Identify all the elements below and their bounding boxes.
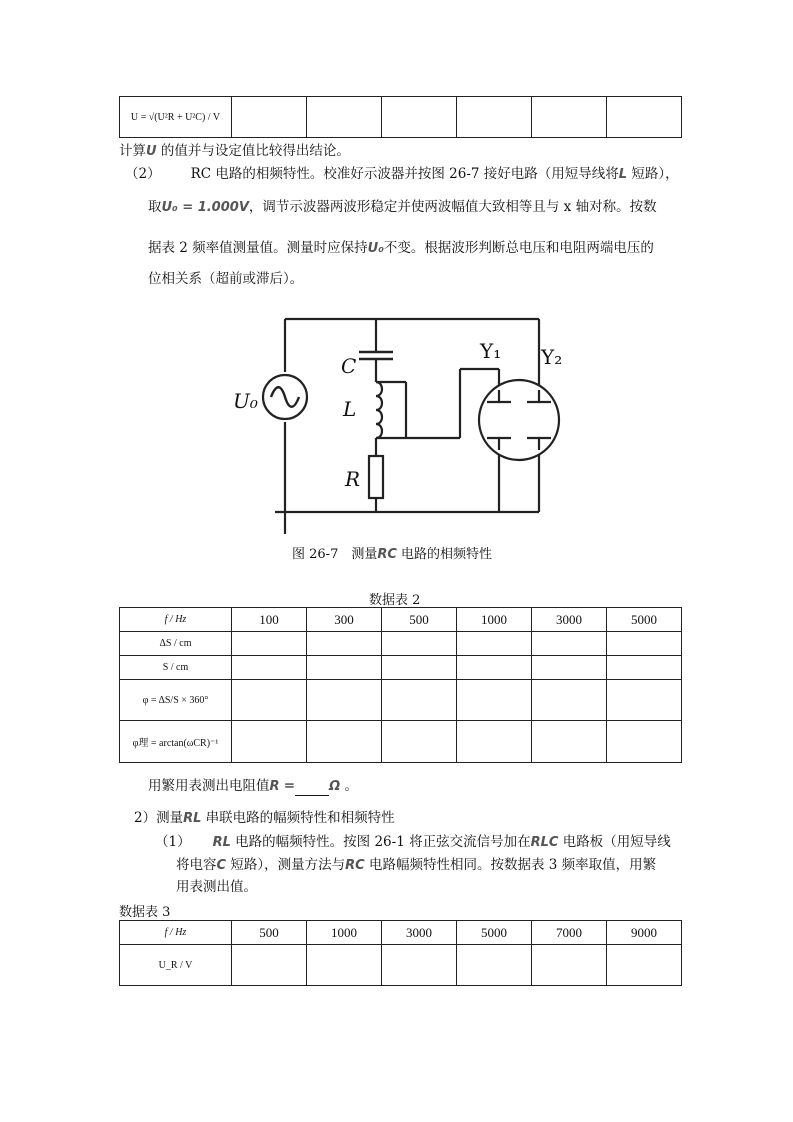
- inductor-label: L: [343, 397, 357, 421]
- oscilloscope-tube-icon: [479, 380, 559, 460]
- item-2-line-4: 位相关系（超前或滞后）。: [148, 271, 304, 287]
- table-cell: [382, 97, 457, 138]
- row-label: φ理 = arctan(ωCR)⁻¹: [120, 721, 232, 763]
- table-row: [120, 632, 682, 656]
- data-table-2: [119, 607, 682, 763]
- row-label: S / cm: [120, 656, 232, 680]
- row-label: ΔS / cm: [120, 632, 232, 656]
- table-cell: [232, 97, 307, 138]
- table-row: [120, 656, 682, 680]
- table-row: [120, 721, 682, 763]
- table-top-label: U = √(U²R + U²C) / V: [120, 97, 232, 138]
- freq-cell: 5000: [457, 921, 532, 945]
- table-cell: [532, 97, 607, 138]
- capacitor-icon: [359, 352, 393, 359]
- resistance-line: 用繁用表测出电阻值R = Ω 。: [148, 778, 358, 794]
- freq-cell: 9000: [607, 921, 682, 945]
- capacitor-label: C: [341, 354, 357, 378]
- freq-cell: 7000: [532, 921, 607, 945]
- table-row: [120, 945, 682, 986]
- table-row: [120, 680, 682, 721]
- row-label: φ = ΔS/S × 360°: [120, 680, 232, 721]
- freq-cell: 3000: [382, 921, 457, 945]
- table-2-title: 数据表 2: [369, 593, 421, 608]
- figure-caption: 图 26-7 测量RC 电路的相频特性: [292, 547, 493, 562]
- freq-cell: 500: [232, 921, 307, 945]
- row-label: U_R / V: [120, 945, 232, 986]
- freq-cell: 1000: [457, 608, 532, 632]
- circuit-diagram: [225, 312, 575, 540]
- y2-label: Y₂: [541, 345, 563, 369]
- freq-cell: 5000: [607, 608, 682, 632]
- symbol-u0-value: U₀ = 1.000V: [161, 200, 249, 215]
- table-2-header-label: f / Hz: [120, 608, 232, 632]
- inductor-icon: [376, 382, 382, 438]
- freq-cell: 3000: [532, 608, 607, 632]
- section-2-item-1-line-3: 用表测出值。: [176, 879, 257, 895]
- table-3-header-label: f / Hz: [120, 921, 232, 945]
- section-2-item-1-line-1: （1） RL 电路的幅频特性。按图 26-1 将正弦交流信号加在RLC 电路板（用短导线: [155, 834, 671, 850]
- section-2-heading: 2）测量RL 串联电路的幅频特性和相频特性: [134, 810, 395, 826]
- table-3-title: 数据表 3: [119, 905, 171, 920]
- symbol-u: U: [146, 144, 157, 159]
- freq-cell: 500: [382, 608, 457, 632]
- item-2-line-1: （2） RC 电路的相频特性。校准好示波器并按图 26-7 接好电路（用短导线将L 短路），: [125, 166, 679, 182]
- freq-cell: 1000: [307, 921, 382, 945]
- item-2-line-3: 据表 2 频率值测量值。测量时应保持U₀不变。根据波形判断总电压和电阻两端电压的: [148, 240, 654, 256]
- freq-cell: 300: [307, 608, 382, 632]
- table-cell: [457, 97, 532, 138]
- text-line-1: 计算U 的值并与设定值比较得出结论。: [119, 143, 350, 159]
- freq-cell: 100: [232, 608, 307, 632]
- resistance-blank: [295, 783, 329, 796]
- y1-label: Y₁: [480, 339, 502, 363]
- source-label: U₀: [233, 389, 258, 413]
- table-top: [119, 96, 682, 138]
- item-2-line-2: 取U₀ = 1.000V，调节示波器两波形稳定并使两波幅值大致相等且与 x 轴对称。按数: [148, 199, 657, 215]
- section-2-item-1-line-2: 将电容C 短路），测量方法与RC 电路幅频特性相同。按数据表 3 频率取值，用繁: [176, 857, 657, 873]
- data-table-3: [119, 920, 682, 986]
- table-cell: [307, 97, 382, 138]
- resistor-icon: [369, 456, 383, 498]
- ac-source-icon: [263, 375, 307, 419]
- table-cell: [607, 97, 682, 138]
- resistor-label: R: [345, 467, 361, 491]
